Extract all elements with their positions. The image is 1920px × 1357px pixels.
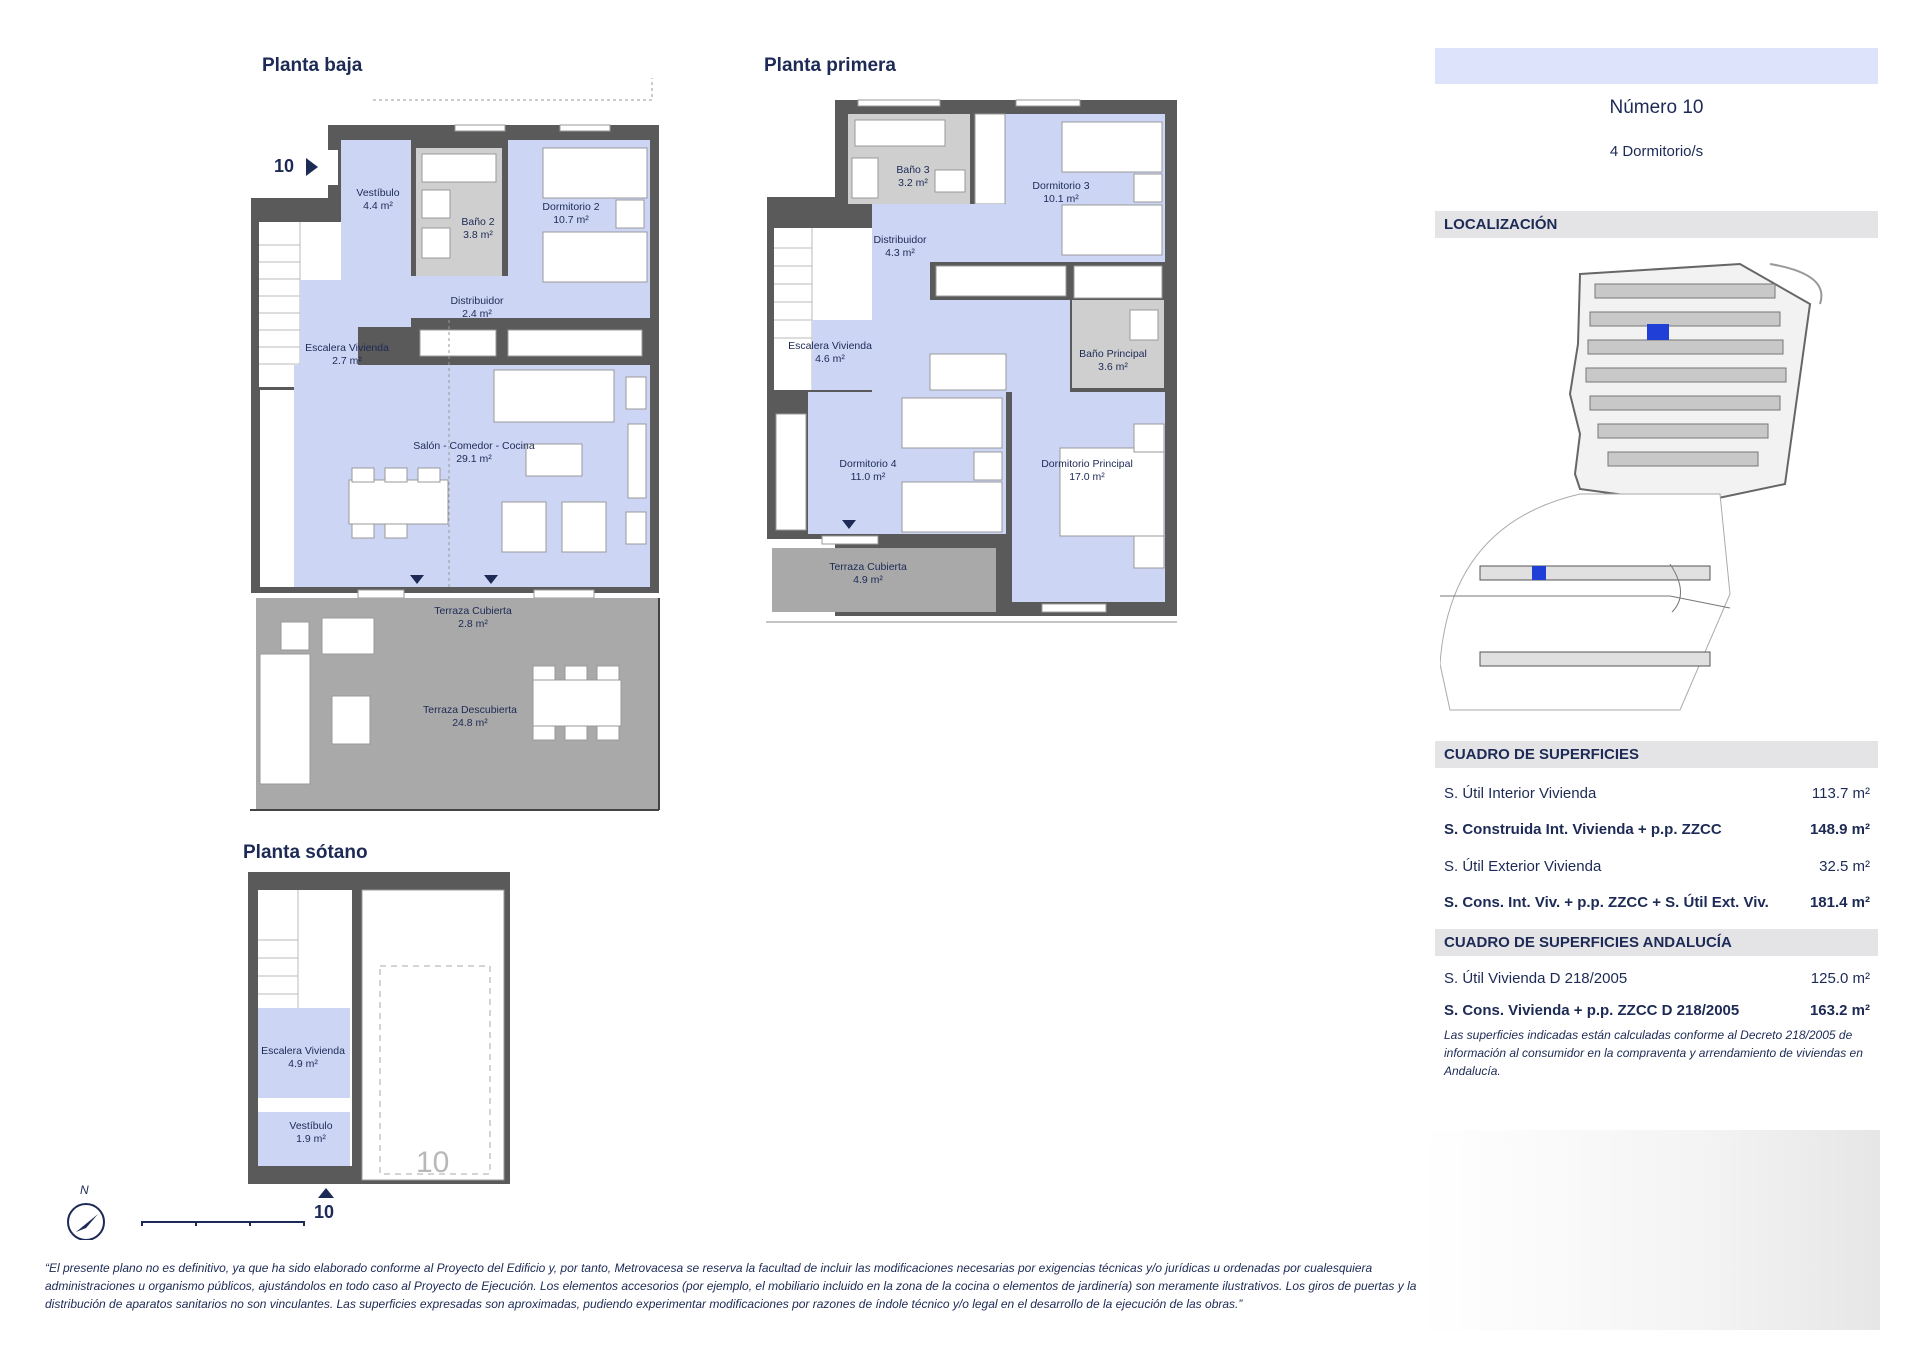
superficie-row-3: S. Cons. Int. Viv. + p.p. ZZCC + S. Útil Ext. Viv. 181.4 m²: [1444, 894, 1870, 911]
room-distribuidor-p1: Distribuidor 4.3 m²: [873, 234, 927, 259]
room-escalera-pb: Escalera Vivienda 2.7 m²: [305, 342, 389, 367]
location-map: [1440, 244, 1880, 712]
room-vestibulo-ps: Vestíbulo 1.9 m²: [289, 1120, 333, 1145]
header-band: [1435, 48, 1878, 84]
superficie-row-2: S. Útil Exterior Vivienda 32.5 m²: [1444, 858, 1870, 875]
room-distribuidor-pb: Distribuidor 2.4 m²: [450, 295, 504, 320]
compass-rose: [68, 1204, 104, 1240]
room-bano-principal: Baño Principal 3.6 m²: [1079, 348, 1147, 373]
room-escalera-p1: Escalera Vivienda 4.6 m²: [788, 340, 872, 365]
room-terraza-cubierta-pb: Terraza Cubierta 2.8 m²: [434, 605, 512, 630]
superficie-row-1: S. Construida Int. Vivienda + p.p. ZZCC 148.9 m²: [1444, 821, 1870, 838]
scale-bar: [142, 1222, 304, 1226]
plan-title-basement: Planta sótano: [243, 842, 368, 863]
localizacion-header: LOCALIZACIÓN: [1435, 211, 1878, 238]
garage-number: 10: [416, 1146, 450, 1179]
aerial-view: [1570, 264, 1821, 504]
room-dormitorio-principal: Dormitorio Principal 17.0 m²: [1041, 458, 1133, 483]
legal-disclaimer: “El presente plano no es definitivo, ya que ha sido elaborado conforme al Proyecto del Edificio y, por tanto, Metrovacesa se reserva la facultad de incluir las modificaciones necesarias por exigencias técnicas y/o jurídicas u ordenadas por cualesquiera administraciones u organismo públicos, ajustándolos en todo caso al Proyecto de Ejecución. Los elementos accesorios (por ejemplo, el mobiliario incluido en la zona de la cocina o elementos de jardinería) son meramente ilustrativos. Los giros de puertas y la distribución de aparatos sanitarios no son vinculantes. Las superficies expresadas son aproximadas, pudiendo experimentar modificaciones por razones de índole técnico y/o legal en el desarrollo de la ejecución de las obras.”: [45, 1261, 1417, 1311]
plan-title-ground: Planta baja: [262, 55, 363, 76]
basement-unit-number: 10: [314, 1202, 335, 1222]
room-terraza-descubierta: Terraza Descubierta 24.8 m²: [423, 704, 517, 729]
room-bano-2: Baño 2 3.8 m²: [461, 216, 495, 241]
superficie-row-0: S. Útil Interior Vivienda 113.7 m²: [1444, 785, 1870, 802]
bedroom-count: 4 Dormitorio/s: [1609, 143, 1704, 160]
room-dormitorio-4: Dormitorio 4 11.0 m²: [839, 458, 897, 483]
room-dormitorio-3: Dormitorio 3 10.1 m²: [1032, 180, 1090, 205]
room-salon: Salón - Comedor - Cocina 29.1 m²: [413, 440, 535, 465]
site-plan: [1440, 494, 1730, 710]
andalucia-row-0: S. Útil Vivienda D 218/2005 125.0 m²: [1444, 970, 1870, 987]
andalucia-header: CUADRO DE SUPERFICIES ANDALUCÍA: [1435, 929, 1878, 956]
compass-label: N: [80, 1183, 89, 1197]
basement-plan: [248, 872, 510, 1198]
room-terraza-cubierta-p1: Terraza Cubierta 4.9 m²: [829, 561, 907, 586]
room-bano-3: Baño 3 3.2 m²: [896, 164, 930, 189]
andalucia-note: Las superficies indicadas están calculadas conforme al Decreto 218/2005 de información al consumidor en la compraventa y arrendamiento de viviendas en Andalucía.: [1444, 1028, 1863, 1078]
unit-number: Número 10: [1609, 97, 1704, 118]
superficies-header: CUADRO DE SUPERFICIES: [1435, 741, 1878, 768]
plan-title-first: Planta primera: [764, 55, 896, 76]
room-vestibulo: Vestíbulo 4.4 m²: [356, 187, 400, 212]
decorative-fade: [1420, 1130, 1880, 1330]
andalucia-row-1: S. Cons. Vivienda + p.p. ZZCC D 218/2005 163.2 m²: [1444, 1002, 1870, 1019]
room-dormitorio-2: Dormitorio 2 10.7 m²: [542, 201, 600, 226]
entry-unit-number: 10: [274, 156, 295, 176]
room-escalera-ps: Escalera Vivienda 4.9 m²: [261, 1045, 345, 1070]
